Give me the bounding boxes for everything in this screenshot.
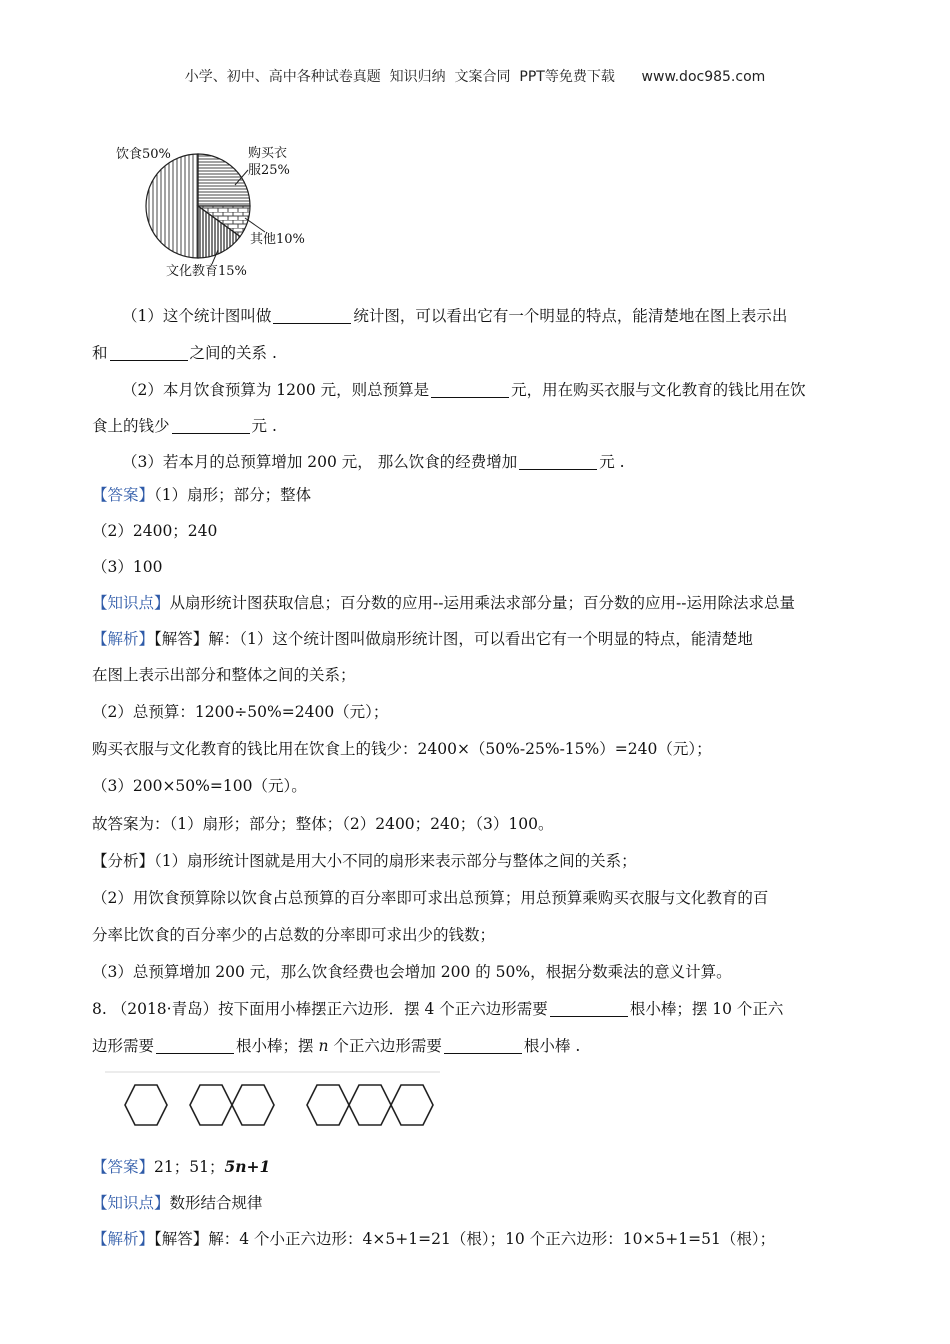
hexagon-1 — [125, 1085, 167, 1125]
solution-1-line1: 【解析】【解答】解：（1）这个统计图叫做扇形统计图，可以看出它有一个明显的特点，能清楚地 — [92, 630, 753, 648]
hexagon-figure — [105, 1068, 445, 1158]
leader-other — [245, 218, 265, 232]
label-culture: 文化教育15% — [166, 264, 247, 279]
solution-1-line6: 故答案为：（1）扇形；部分；整体；（2）2400；240；（3）100。 — [92, 815, 554, 833]
slice-food — [146, 154, 198, 258]
hexagon-pair — [190, 1085, 274, 1125]
analysis-1-line1: 【分析】（1）扇形统计图就是用大小不同的扇形来表示部分与整体之间的关系； — [92, 852, 637, 870]
answer-8: 【答案】21；51；5n+1 — [92, 1157, 271, 1176]
analysis-1-line2: （2）用饮食预算除以饮食占总预算的百分率即可求出总预算；用总预算乘购买衣服与文化教育的百 — [92, 889, 769, 907]
formula: 5n+1 — [224, 1157, 271, 1176]
knowledge-point-8: 【知识点】数形结合规律 — [92, 1194, 263, 1212]
blank-q8-3[interactable] — [444, 1037, 522, 1054]
blank-q8-2[interactable] — [156, 1037, 234, 1054]
solution-1-line5: （3）200×50%=100（元）。 — [92, 777, 307, 795]
q1-line1: （1）这个统计图叫做 统计图，可以看出它有一个明显的特点，能清楚地在图上表示出 — [122, 307, 788, 325]
label-other: 其他10% — [250, 232, 305, 247]
blank-q3[interactable] — [519, 453, 597, 470]
analysis-1-line4: （3）总预算增加 200 元，那么饮食经费也会增加 200 的 50%，根据分数乘法的意义计算。 — [92, 963, 732, 981]
page-header: 小学、初中、高中各种试卷真题 知识归纳 文案合同 PPT等免费下载 www.doc985.com — [184, 69, 766, 85]
answer-1-line2: （2）2400；240 — [92, 522, 218, 540]
knowledge-point-1: 【知识点】从扇形统计图获取信息；百分数的应用--运用乘法求部分量；百分数的应用--运用除法求总量 — [92, 594, 795, 612]
answer-1: 【答案】（1）扇形；部分；整体 — [92, 486, 312, 504]
label-clothes-1: 购买衣 — [248, 146, 288, 161]
blank-q2-1[interactable] — [431, 381, 509, 398]
label-food: 饮食50% — [116, 147, 171, 162]
q8-line1: 8. （2018·青岛）按下面用小棒摆正六边形．摆 4 个正六边形需要 根小棒；摆 10 个正六 — [92, 1000, 784, 1018]
label-clothes-2: 服25% — [248, 163, 290, 178]
q1-line2: 和 之间的关系 . — [92, 344, 277, 362]
hexagon-triple — [307, 1085, 433, 1125]
q2-line2: 食上的钱少 元 . — [92, 417, 277, 435]
solution-1-line4: 购买衣服与文化教育的钱比用在饮食上的钱少：2400×（50%-25%-15%）=240（元）； — [92, 740, 712, 758]
blank-q1-2[interactable] — [110, 344, 188, 361]
q2-line1: （2）本月饮食预算为 1200 元，则总预算是 元，用在购买衣服与文化教育的钱比用在饮 — [122, 381, 806, 399]
solution-8: 【解析】【解答】解：4 个小正六边形：4×5+1=21（根）；10 个正六边形：10×5+1=51（根）； — [92, 1230, 776, 1248]
q8-line2: 边形需要 根小棒；摆 n 个正六边形需要 根小棒 . — [92, 1037, 581, 1055]
slice-clothes — [198, 154, 250, 206]
answer-1-line3: （3）100 — [92, 558, 163, 576]
pie-chart — [100, 140, 330, 285]
solution-1-line3: （2）总预算：1200÷50%=2400（元）； — [92, 703, 389, 721]
blank-q8-1[interactable] — [550, 1000, 628, 1017]
blank-q2-2[interactable] — [172, 417, 250, 434]
blank-q1-1[interactable] — [273, 307, 351, 324]
q3-line: （3）若本月的总预算增加 200 元， 那么饮食的经费增加 元 . — [122, 453, 625, 471]
solution-1-line2: 在图上表示出部分和整体之间的关系； — [92, 666, 356, 684]
analysis-1-line3: 分率比饮食的百分率少的占总数的分率即可求出少的钱数； — [92, 926, 496, 944]
